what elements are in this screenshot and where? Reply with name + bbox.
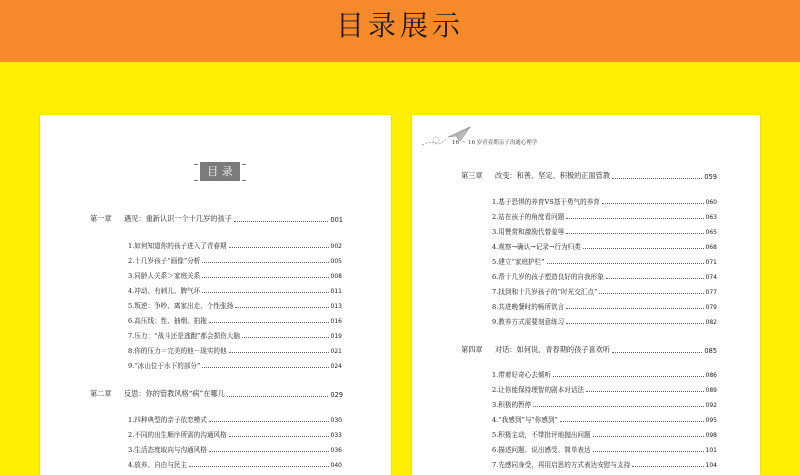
toc-item: 2.让你能保持理智的剧本对话法 089	[492, 386, 717, 394]
toc-item: 1.基于恐惧的养育VS基于勇气的养育 060	[492, 198, 717, 206]
toc-item: 1.四种典型的亲子依恋模式 030	[128, 416, 342, 424]
chapter-heading: 第四章 对话：如何说，青春期的孩子喜欢听 085	[461, 345, 717, 355]
header-banner	[0, 0, 800, 62]
toc-item: 3.积极的暂停 092	[492, 401, 717, 409]
toc-item: 4.冲动、有刺儿、脾气坏 011	[128, 287, 342, 295]
toc-page-left	[40, 115, 391, 475]
toc-item: 7.先感同身受，再用启思的方式表达安慰与支持 104	[492, 461, 717, 469]
toc-item: 6.高压线：性、抽烟、拍拖 016	[128, 317, 342, 325]
chapter-items	[128, 235, 342, 370]
toc-badge: 目 录	[200, 162, 240, 181]
toc-item: 4.观察→确认→记录→行为归类 068	[492, 243, 717, 251]
toc-item: 6.描述问题、说出感受、简单表达 101	[492, 446, 717, 454]
toc-item: 5.积极主动，不带批评地抛出问题 098	[492, 431, 717, 439]
chapter-heading: 第二章 反思：你的管教风格“病”在哪儿 029	[90, 389, 343, 399]
toc-item: 6.帮十几岁的孩子塑造良好的自我形象 074	[492, 273, 717, 281]
toc-item: 1.如何知道你的孩子进入了青春期 002	[128, 242, 342, 250]
toc-item: 1.带着好奇心去倾听 086	[492, 371, 717, 379]
chapter-heading: 第一章 遇见：重新认识一个十几岁的孩子 001	[90, 214, 343, 224]
toc-item: 5.建立“家庭护栏” 071	[492, 258, 717, 266]
toc-item: 4.“我感到”与“你感到” 095	[492, 416, 717, 424]
toc-item: 7.找到和十几岁孩子的“时光交汇点” 077	[492, 288, 717, 296]
toc-item: 3.生活态度取向与沟通风格 036	[128, 446, 342, 454]
chapter-heading: 第三章 改变：和善、坚定、积极的正面管教 059	[461, 171, 717, 181]
toc-page-right	[412, 115, 760, 475]
toc-list-right	[461, 170, 717, 181]
toc-item: 2.不同的出生顺序所需的沟通风格 033	[128, 431, 342, 439]
chapter-items	[492, 191, 717, 326]
toc-item: 8.共进晚餐时的畅所欲言 079	[492, 303, 717, 311]
toc-item: 3.同龄人关系＞家庭关系 008	[128, 272, 342, 280]
toc-item: 5.叛逆：争吵、离家出走、个性张扬 013	[128, 302, 342, 310]
toc-list-left-ch2	[90, 388, 343, 399]
chapter-items	[492, 364, 717, 469]
toc-item: 3.用赞赏和激励代替羞辱 065	[492, 228, 717, 236]
toc-item: 4.放养、自由与民主 040	[128, 461, 342, 469]
running-head: 16 ～ 16 岁青春期亲子沟通心理学	[452, 140, 538, 146]
toc-item: 9.“冰山位于水下的部分” 024	[128, 362, 342, 370]
toc-item: 8.你的压力＝完美的他－现实的他 021	[128, 347, 342, 355]
toc-item: 2.站在孩子的角度看问题 063	[492, 213, 717, 221]
toc-item: 2.十几岁孩子“画像”分析 005	[128, 257, 342, 265]
banner-title: 目录展示	[335, 9, 464, 42]
chapter-items	[128, 409, 342, 469]
toc-item: 9.教养方式需要刻意练习 082	[492, 318, 717, 326]
toc-list-right-ch4	[461, 344, 717, 355]
toc-item: 7.压力：“战斗还是逃跑”都会损伤大脑 019	[128, 332, 342, 340]
toc-list-left	[90, 213, 343, 224]
